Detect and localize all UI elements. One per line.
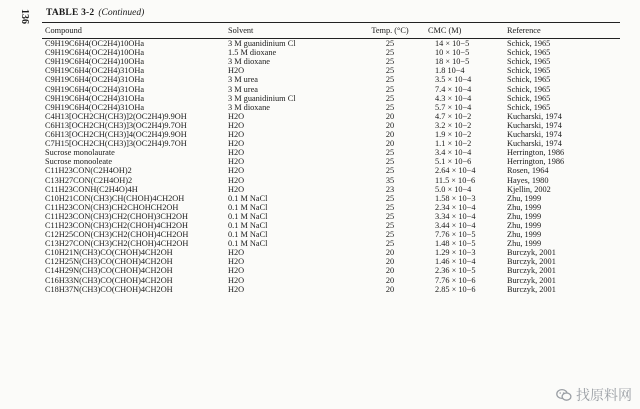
cell-reference: Schick, 1965 bbox=[507, 39, 551, 49]
cell-compound: C9H19C6H4(OC2H4)10OHa bbox=[45, 57, 145, 67]
table-row bbox=[42, 94, 620, 103]
table-row bbox=[42, 103, 620, 112]
cell-compound: C11H23CONH(C2H4O)4H bbox=[45, 184, 138, 194]
cell-temperature: 25 bbox=[385, 57, 395, 67]
cell-temperature: 25 bbox=[385, 157, 395, 167]
table-row bbox=[42, 130, 620, 139]
cell-temperature: 20 bbox=[385, 130, 395, 140]
cell-compound: C18H37N(CH3)CO(CHOH)4CH2OH bbox=[45, 284, 173, 294]
cell-reference: Schick, 1965 bbox=[507, 57, 551, 67]
watermark-text: 找原料网 bbox=[576, 388, 632, 404]
table-row bbox=[42, 266, 620, 275]
cell-compound: C12H25N(CH3)CO(CHOH)4CH2OH bbox=[45, 257, 173, 267]
table-row bbox=[42, 75, 620, 84]
page-number: 136 bbox=[19, 9, 30, 24]
cell-cmc: 7.4 × 10−4 bbox=[435, 84, 472, 94]
cell-temperature: 20 bbox=[385, 257, 395, 267]
cell-cmc: 1.1 × 10−2 bbox=[435, 139, 472, 149]
cell-solvent: H2O bbox=[228, 248, 245, 258]
cmc-table-container bbox=[42, 22, 620, 296]
cell-solvent: 3 M dioxane bbox=[228, 57, 270, 67]
cell-temperature: 20 bbox=[385, 111, 395, 121]
cell-temperature: 25 bbox=[385, 66, 395, 76]
cell-reference: Zhu, 1999 bbox=[507, 211, 542, 221]
cell-cmc: 2.36 × 10−5 bbox=[435, 266, 476, 276]
cell-solvent: H2O bbox=[228, 148, 245, 158]
cell-compound: C6H13[OCH2CH(CH3)]4(OC2H4)9.9OH bbox=[45, 130, 187, 140]
cell-reference: Rosen, 1964 bbox=[507, 166, 549, 176]
cell-reference: Herrington, 1986 bbox=[507, 148, 565, 158]
table-row bbox=[42, 239, 620, 248]
cell-solvent: H2O bbox=[228, 166, 245, 176]
wechat-icon bbox=[556, 388, 572, 402]
table-row bbox=[42, 176, 620, 185]
cell-cmc: 4.3 × 10−4 bbox=[435, 93, 472, 103]
header-solvent: Solvent bbox=[225, 23, 354, 39]
cell-solvent: 3 M dioxane bbox=[228, 102, 270, 112]
cell-cmc: 2.64 × 10−4 bbox=[435, 166, 476, 176]
table-row bbox=[42, 212, 620, 221]
cell-temperature: 25 bbox=[385, 75, 395, 85]
table-row bbox=[42, 66, 620, 75]
cell-temperature: 25 bbox=[385, 166, 395, 176]
cell-reference: Schick, 1965 bbox=[507, 75, 551, 85]
cell-solvent: H2O bbox=[228, 66, 245, 76]
cell-solvent: 3 M urea bbox=[228, 84, 258, 94]
cell-temperature: 25 bbox=[385, 93, 395, 103]
table-row bbox=[42, 166, 620, 175]
cell-solvent: H2O bbox=[228, 130, 245, 140]
cell-temperature: 25 bbox=[385, 102, 395, 112]
cell-compound: C14H29N(CH3)CO(CHOH)4CH2OH bbox=[45, 266, 173, 276]
table-row bbox=[42, 194, 620, 203]
cell-temperature: 23 bbox=[385, 184, 395, 194]
cell-solvent: 0.1 M NaCl bbox=[228, 230, 268, 240]
header-compound: Compound bbox=[42, 23, 225, 39]
cell-reference: Burczyk, 2001 bbox=[507, 275, 556, 285]
table-row bbox=[42, 85, 620, 94]
cell-reference: Kucharski, 1974 bbox=[507, 111, 562, 121]
cell-temperature: 20 bbox=[385, 120, 395, 130]
cell-solvent: 3 M urea bbox=[228, 75, 258, 85]
cell-temperature: 35 bbox=[385, 175, 395, 185]
cell-reference: Schick, 1965 bbox=[507, 102, 551, 112]
cell-solvent: 0.1 M NaCl bbox=[228, 239, 268, 249]
cell-solvent: H2O bbox=[228, 175, 245, 185]
cell-solvent: H2O bbox=[228, 257, 245, 267]
cell-cmc: 18 × 10−5 bbox=[435, 57, 470, 67]
cell-temperature: 25 bbox=[385, 211, 395, 221]
cell-compound: C4H13[OCH2CH(CH3)]2(OC2H4)9.9OH bbox=[45, 111, 187, 121]
cell-compound: C11H23CON(CH3)CH2(CHOH)4CH2OH bbox=[45, 220, 189, 230]
cell-temperature: 25 bbox=[385, 84, 395, 94]
cell-solvent: 0.1 M NaCl bbox=[228, 202, 268, 212]
cell-compound: C10H21CON(CH3)CH(CHOH)4CH2OH bbox=[45, 193, 185, 203]
cell-compound: C13H27CON(CH3)CH2(CHOH)4CH2OH bbox=[45, 239, 189, 249]
cell-temperature: 25 bbox=[385, 48, 395, 58]
cell-reference: Burczyk, 2001 bbox=[507, 248, 556, 258]
table-row bbox=[42, 248, 620, 257]
header-temperature: Temp. (°C) bbox=[354, 23, 425, 39]
cell-compound: C9H19C6H4(OC2H4)10OHa bbox=[45, 48, 145, 58]
cell-temperature: 25 bbox=[385, 193, 395, 203]
cell-cmc: 3.5 × 10−4 bbox=[435, 75, 472, 85]
table-title-label: TABLE 3-2 bbox=[46, 8, 95, 18]
cell-cmc: 7.76 × 10−6 bbox=[435, 275, 476, 285]
cell-cmc: 10 × 10−5 bbox=[435, 48, 470, 58]
cell-solvent: 0.1 M NaCl bbox=[228, 211, 268, 221]
table-title bbox=[46, 8, 144, 18]
cell-compound: C9H19C6H4(OC2H4)31OHa bbox=[45, 84, 145, 94]
cell-reference: Schick, 1965 bbox=[507, 93, 551, 103]
cell-solvent: H2O bbox=[228, 111, 245, 121]
cell-reference: Burczyk, 2001 bbox=[507, 257, 556, 267]
cell-compound: C11H23CON(C2H4OH)2 bbox=[45, 166, 132, 176]
table-header bbox=[42, 23, 620, 39]
table-row bbox=[42, 148, 620, 157]
cell-reference: Burczyk, 2001 bbox=[507, 266, 556, 276]
cell-cmc: 3.4 × 10−4 bbox=[435, 148, 472, 158]
cell-reference: Schick, 1965 bbox=[507, 66, 551, 76]
cell-cmc: 2.34 × 10−4 bbox=[435, 202, 476, 212]
cell-reference: Zhu, 1999 bbox=[507, 193, 542, 203]
table-row bbox=[42, 48, 620, 57]
cell-temperature: 20 bbox=[385, 266, 395, 276]
cell-solvent: 3 M guanidinium Cl bbox=[228, 93, 296, 103]
cell-compound: Sucrose monooleate bbox=[45, 157, 113, 167]
cell-cmc: 3.2 × 10−2 bbox=[435, 120, 472, 130]
header-reference: Reference bbox=[504, 23, 620, 39]
cell-temperature: 25 bbox=[385, 202, 395, 212]
cell-reference: Kucharski, 1974 bbox=[507, 130, 562, 140]
cell-cmc: 5.7 × 10−4 bbox=[435, 102, 472, 112]
table-row bbox=[42, 276, 620, 285]
cell-cmc: 14 × 10−5 bbox=[435, 39, 470, 49]
cell-cmc: 1.8 10−4 bbox=[435, 66, 465, 76]
cell-solvent: H2O bbox=[228, 275, 245, 285]
table-row bbox=[42, 257, 620, 266]
cell-cmc: 1.48 × 10−5 bbox=[435, 239, 476, 249]
cell-compound: C6H13[OCH2CH(CH3)]3(OC2H4)9.7OH bbox=[45, 120, 187, 130]
cell-reference: Burczyk, 2001 bbox=[507, 284, 556, 294]
cell-compound: C9H19C6H4(OC2H4)31OHa bbox=[45, 66, 145, 76]
cell-temperature: 20 bbox=[385, 275, 395, 285]
cell-temperature: 20 bbox=[385, 139, 395, 149]
cell-cmc: 5.1 × 10−6 bbox=[435, 157, 472, 167]
table-row bbox=[42, 121, 620, 130]
cell-compound: C16H33N(CH3)CO(CHOH)4CH2OH bbox=[45, 275, 173, 285]
cell-cmc: 1.46 × 10−4 bbox=[435, 257, 476, 267]
cell-solvent: 0.1 M NaCl bbox=[228, 193, 268, 203]
cell-reference: Kjellin, 2002 bbox=[507, 184, 551, 194]
cell-compound: C9H19C6H4(OC2H4)31OHa bbox=[45, 102, 145, 112]
cell-compound: C7H15[OCH2CH(CH3)]3(OC2H4)9.7OH bbox=[45, 139, 187, 149]
cell-cmc: 7.76 × 10−5 bbox=[435, 230, 476, 240]
cell-solvent: H2O bbox=[228, 266, 245, 276]
cell-temperature: 25 bbox=[385, 39, 395, 49]
header-row bbox=[42, 23, 620, 39]
cell-reference: Hayes, 1980 bbox=[507, 175, 549, 185]
cell-cmc: 1.58 × 10−3 bbox=[435, 193, 476, 203]
table-row bbox=[42, 139, 620, 148]
table-row bbox=[42, 39, 620, 49]
cell-reference: Schick, 1965 bbox=[507, 84, 551, 94]
cell-cmc: 3.34 × 10−4 bbox=[435, 211, 476, 221]
table-row bbox=[42, 57, 620, 66]
cell-compound: C12H25CON(CH3)CH2(CHOH)4CH2OH bbox=[45, 230, 189, 240]
cell-solvent: 1.5 M dioxane bbox=[228, 48, 277, 58]
cell-compound: C11H23CON(CH3)CH2(CHOH)3CH2OH bbox=[45, 211, 189, 221]
table-row bbox=[42, 285, 620, 296]
cell-compound: C9H19C6H4(OC2H4)31OHa bbox=[45, 75, 145, 85]
cell-reference: Kucharski, 1974 bbox=[507, 139, 562, 149]
cell-solvent: H2O bbox=[228, 139, 245, 149]
cell-cmc: 1.9 × 10−2 bbox=[435, 130, 472, 140]
cell-compound: C13H27CON(C2H4OH)2 bbox=[45, 175, 133, 185]
cell-temperature: 25 bbox=[385, 220, 395, 230]
cell-compound: C11H23CON(CH3)CH2CHOHCH2OH bbox=[45, 202, 179, 212]
cell-reference: Zhu, 1999 bbox=[507, 202, 542, 212]
table-row bbox=[42, 157, 620, 166]
cell-compound: C9H19C6H4(OC2H4)10OHa bbox=[45, 39, 145, 49]
cell-cmc: 5.0 × 10−4 bbox=[435, 184, 472, 194]
cell-reference: Schick, 1965 bbox=[507, 48, 551, 58]
cell-temperature: 25 bbox=[385, 230, 395, 240]
cell-cmc: 4.7 × 10−2 bbox=[435, 111, 472, 121]
cell-solvent: H2O bbox=[228, 120, 245, 130]
cell-temperature: 25 bbox=[385, 239, 395, 249]
cell-cmc: 3.44 × 10−4 bbox=[435, 220, 476, 230]
table-title-continued: (Continued) bbox=[98, 8, 145, 18]
table-body bbox=[42, 39, 620, 296]
cell-temperature: 20 bbox=[385, 248, 395, 258]
cell-solvent: H2O bbox=[228, 284, 245, 294]
cell-solvent: 0.1 M NaCl bbox=[228, 220, 268, 230]
cell-cmc: 11.5 × 10−6 bbox=[435, 175, 476, 185]
cell-solvent: H2O bbox=[228, 157, 245, 167]
cell-solvent: H2O bbox=[228, 184, 245, 194]
cell-cmc: 1.29 × 10−3 bbox=[435, 248, 476, 258]
cell-temperature: 25 bbox=[385, 148, 395, 158]
cell-compound: C9H19C6H4(OC2H4)31OHa bbox=[45, 93, 145, 103]
cell-reference: Zhu, 1999 bbox=[507, 239, 542, 249]
header-cmc: CMC (M) bbox=[425, 23, 504, 39]
cmc-table bbox=[42, 22, 620, 296]
table-row bbox=[42, 203, 620, 212]
cell-reference: Zhu, 1999 bbox=[507, 220, 542, 230]
cell-cmc: 2.85 × 10−6 bbox=[435, 284, 476, 294]
table-row bbox=[42, 185, 620, 194]
cell-reference: Herrington, 1986 bbox=[507, 157, 565, 167]
table-row bbox=[42, 112, 620, 121]
cell-reference: Zhu, 1999 bbox=[507, 230, 542, 240]
cell-compound: Sucrose monolaurate bbox=[45, 148, 115, 158]
table-row bbox=[42, 221, 620, 230]
cell-reference: Kucharski, 1974 bbox=[507, 120, 562, 130]
table-row bbox=[42, 230, 620, 239]
cell-temperature: 20 bbox=[385, 284, 395, 294]
cell-solvent: 3 M guanidinium Cl bbox=[228, 39, 296, 49]
cell-compound: C10H21N(CH3)CO(CHOH)4CH2OH bbox=[45, 248, 173, 258]
watermark bbox=[556, 385, 632, 405]
